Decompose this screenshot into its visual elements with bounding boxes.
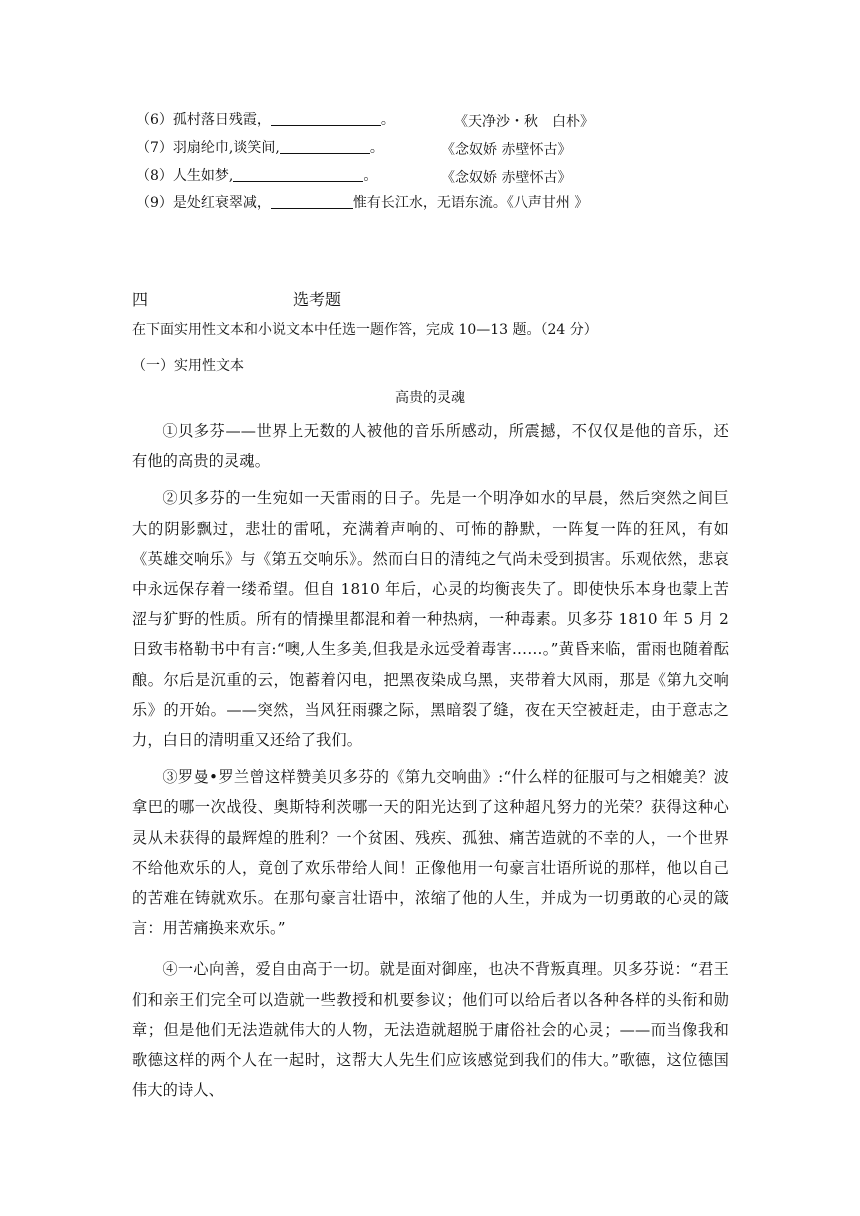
- item-text: 是处红衰翠减，: [172, 195, 271, 211]
- answer-blank[interactable]: [233, 167, 363, 182]
- answer-blank[interactable]: [271, 194, 353, 209]
- item-ending: 。: [363, 168, 378, 184]
- paragraph-1: ①贝多芬——世界上无数的人被他的音乐所感动，所震撼，不仅仅是他的音乐，还有他的高贵的灵魂。: [132, 422, 729, 471]
- item-number: （9）: [136, 195, 173, 211]
- item-number: （7）: [136, 140, 173, 156]
- item-source: 《念奴娇 赤壁怀古》: [441, 142, 572, 158]
- fill-in-item-8: [136, 167, 377, 185]
- item-text: 人生如梦,: [172, 168, 234, 184]
- article-body: [132, 416, 729, 1105]
- article-title: 高贵的灵魂: [395, 390, 465, 406]
- fill-in-item-9: [136, 194, 588, 212]
- section-number: 四: [132, 290, 149, 309]
- item-ending: 。: [380, 112, 395, 128]
- item-number: （8）: [136, 168, 173, 184]
- item-text: 羽扇纶巾,谈笑间,: [172, 140, 280, 156]
- fill-in-item-7: [136, 139, 384, 157]
- paragraph-3: ③罗曼•罗兰曾这样赞美贝多芬的《第九交响曲》:“什么样的征服可与之相媲美？波拿巴的哪一次战役、奥斯特利茨哪一天的阳光达到了这种超凡努力的光荣？获得这种心灵从未获得的最辉煌的胜利？一个贫困、残疾、孤独、痛苦造就的不幸的人，一个世界不给他欢乐的人，竟创了欢乐带给人间！正像他用一句豪言壮语所说的那样，他以自己的苦难在铸就欢乐。在那句豪言壮语中，浓缩了他的人生，并成为一切勇敢的心灵的箴言：用苦痛换来欢乐。”: [132, 768, 729, 938]
- item-source: 《天净沙・秋 白朴》: [454, 114, 594, 130]
- item-text: 孤村落日残霞，: [172, 112, 271, 128]
- item-ending: 。: [369, 140, 384, 156]
- section-title: 选考题: [293, 290, 342, 309]
- paragraph-2: ②贝多芬的一生宛如一天雷雨的日子。先是一个明净如水的早晨，然后突然之间巨大的阴影飘过，悲壮的雷吼，充满着声响的、可怖的静默，一阵复一阵的狂风，有如《英雄交响乐》与《第五交响乐》。然而白日的清纯之气尚未受到损害。乐观依然，悲哀中永远保存着一缕希望。但自 1810 年后，心灵的均衡丧失了。即使快乐本身也蒙上苦涩与犷野的性质。所有的情操里都混和着一种热病，一种毒素。贝多芬 1810 年 5 月 2 日致韦格勒书中有言:“噢,人生多美,但我是永远受着毒害……。”黄昏来临，雷雨也随着酝酿。尔后是沉重的云，饱蓄着闪电，把黑夜染成乌黑，夹带着大风雨，那是《第九交响乐》的开始。——突然，当风狂雨骤之际，黑暗裂了缝，夜在天空被赶走，由于意志之力，白日的清明重又还给了我们。: [132, 489, 729, 750]
- section-instruction: 在下面实用性文本和小说文本中任选一题作答，完成 10—13 题。（24 分）: [132, 322, 598, 338]
- item-source: 《八声甘州 》: [506, 195, 589, 211]
- item-number: （6）: [136, 112, 173, 128]
- subsection-heading: （一）实用性文本: [132, 358, 244, 374]
- item-ending: 惟有长江水，无语东流。: [352, 195, 507, 211]
- answer-blank[interactable]: [280, 139, 370, 154]
- fill-in-item-6: [136, 111, 395, 129]
- paragraph-4: ④一心向善，爱自由高于一切。就是面对御座，也决不背叛真理。贝多芬说：“君王们和亲王们完全可以造就一些教授和机要参议；他们可以给后者以各种各样的头衔和勋章；但是他们无法造就伟大的人物，无法造就超脱于庸俗社会的心灵；——而当像我和歌德这样的两个人在一起时，这帮大人先生们应该感觉到我们的伟大。”歌德，这位德国伟大的诗人、: [132, 960, 729, 1100]
- answer-blank[interactable]: [271, 111, 381, 126]
- item-source: 《念奴娇 赤壁怀古》: [441, 170, 572, 186]
